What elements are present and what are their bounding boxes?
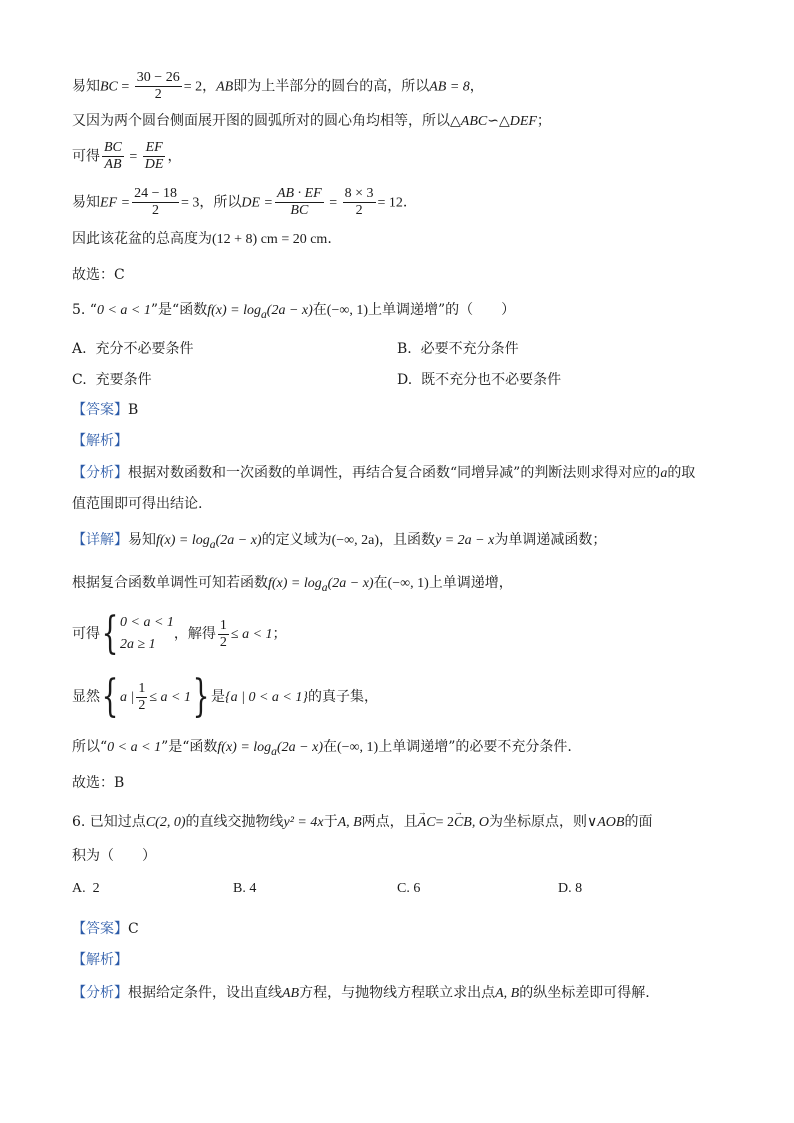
text: 易知 [72,194,100,211]
math: △ABC∽△DEF [450,114,537,129]
fraction [275,186,324,219]
fraction [143,140,166,173]
tag: 【详解】 [72,532,128,548]
text: 上单调递增”的（ ） [368,302,516,318]
text: 是 [211,689,225,705]
option-d [397,370,561,390]
option-text: 2 [92,881,100,896]
math: f(x) = log [156,533,210,548]
fraction [218,618,229,651]
option-b [397,339,519,359]
text: 为坐标原点，则∨ [488,814,598,830]
math: (−∞, 2a) [331,533,380,548]
option-label: D. [397,372,413,388]
question-6 [72,812,652,833]
subscript: a [260,307,267,321]
answer-q5 [72,400,138,420]
solution-line-ef-de: 易知EF = $\frac{24 - 18}{2}$ = 3，所以DE = $\frac{AB \cdot EF}{BC}$ = $\frac{8 \times 3}{2}$ = 12. [72,186,408,218]
text: 的定义域为 [261,532,332,548]
numerator: 8 × 3 [344,186,374,201]
text: 上单调递增”的必要不充分条件. [378,739,572,755]
math: 0 < a < 1 [107,740,162,755]
text: . [327,231,332,247]
text: 可得 [72,148,100,165]
text: 在 [312,302,327,318]
inequality: 0 < a < 1 [120,615,174,630]
math: (2a − x) [266,303,313,318]
text: 因此该花盆的总高度为 [72,231,212,247]
detail-q5-line2 [72,573,513,598]
numerator: 1 [219,617,227,633]
option-text: 6 [413,881,421,896]
option-d [558,879,582,899]
option-c [397,879,420,899]
tag: 【答案】 [72,402,128,418]
solution-line-ratio: 可得 $\frac{BC}{AB}$ = $\frac{EF}{DE}$ ， [72,140,182,172]
answer-choice-q5: 故选：B [72,775,125,791]
numerator: 1 [138,680,146,696]
solution-line-total-height [72,229,332,250]
left-brace-icon: { [101,608,119,659]
question-6-cont: 积为（ ） [72,848,156,864]
math: a [660,466,668,481]
option-label: D. [558,881,572,896]
text: 显然 [72,689,100,705]
option-label: A. [72,341,87,357]
text: 两点，且 [361,814,418,830]
text: ”是“函数 [161,739,218,755]
text: 于 [323,814,338,830]
text: ， [469,78,484,95]
math: = 3 [180,195,200,211]
text: 5. “ [72,302,97,318]
math: (−∞, 1) [326,303,368,318]
analysis-header-q6 [72,950,128,970]
math: y² = 4x [283,815,324,830]
tag: 【解析】 [72,952,128,968]
math: a | [120,690,135,705]
math: f(x) = log [217,740,272,755]
numerator: 24 − 18 [134,186,177,201]
option-label: A. [72,881,86,896]
tag: 【答案】 [72,921,128,937]
analysis-q5-line2: 值范围即可得出结论. [72,496,203,512]
numerator: BC [104,140,122,155]
analysis-q5-line1 [72,463,695,484]
denominator: AB [104,157,122,172]
text: 根据对数函数和一次函数的单调性，再结合复合函数“同增异减”的判断法则求得对应的 [128,465,661,481]
text: ； [272,626,287,642]
math: EF = [100,195,131,211]
math: 0 < a < 1 [96,303,151,318]
fraction [132,186,179,219]
subscript: a [209,537,216,551]
math: (−∞, 1) [337,740,379,755]
math: (2a − x) [327,576,374,591]
text: ，所以 [199,194,242,211]
option-a [72,879,100,899]
analysis-q6 [72,983,650,1004]
tag: 【分析】 [72,465,128,481]
option-text: 既不充分也不必要条件 [421,372,562,388]
text: 所以“ [72,739,108,755]
option-text: 4 [249,881,257,896]
text: ，且函数 [379,532,436,548]
text: 易知 [128,532,156,548]
inequality-system [120,612,174,656]
math: = 12 [377,195,403,211]
vector-ac: → AC [418,813,436,833]
text: 的纵坐标差即可得解. [519,985,650,1001]
option-text: 充要条件 [95,372,152,388]
subscript: a [321,580,328,594]
math: y = 2a − x [435,533,495,548]
option-c [72,370,152,390]
text: C [128,921,139,937]
text: 在 [373,575,388,591]
detail-q5-line5 [72,737,572,762]
option-label: C. [72,372,87,388]
denominator: 2 [152,203,160,218]
left-brace-icon: { [101,671,119,722]
denominator: DE [144,157,164,172]
denominator: 2 [219,634,227,650]
fraction [102,140,124,173]
math: , O [471,815,489,830]
math: = 2 [435,815,454,830]
text: 根据给定条件，设出直线 [128,985,282,1001]
text: ”是“函数 [150,302,208,318]
math: f(x) = log [268,576,322,591]
math: = 2 [183,79,203,95]
text: 在 [323,739,337,755]
math-ab: AB [216,79,234,95]
text: . [402,194,408,211]
vector-cb: → CB [454,813,472,833]
math: f(x) = log [207,303,261,318]
math: ≤ a < 1 [149,690,191,705]
math: AB = 8 [429,79,470,95]
text: 上单调递增， [428,575,513,591]
question-5 [72,300,515,325]
text: 即为上半部分的圆台的高，所以 [233,78,430,95]
right-brace-icon: } [192,671,210,722]
text: 又因为两个圆台侧面展开图的圆弧所对的圆心角均相等，所以 [72,113,450,129]
analysis-header-q5 [72,431,128,451]
option-text: 8 [575,881,583,896]
text: 根据复合函数单调性可知若函数 [72,575,268,591]
detail-q5-line4 [72,671,378,722]
text: ； [536,113,551,129]
text: 的真子集， [307,689,378,705]
text: 6. 已知过点 [72,814,146,830]
inequality: 2a ≥ 1 [120,637,156,652]
math-bc: BC [100,79,118,95]
fraction [136,681,147,714]
subscript: a [271,744,277,758]
text: ， [167,148,182,165]
text: ，解得 [173,626,216,642]
answer-q6 [72,919,139,939]
detail-q5-line1 [72,530,606,555]
option-label: C. [397,881,410,896]
numerator: EF [143,140,166,157]
text: B [128,402,139,418]
text: 的直线交抛物线 [185,814,284,830]
math: (2a − x) [277,740,323,755]
text: 为单调递减函数； [494,532,607,548]
denominator: 2 [138,697,146,713]
denominator: BC [290,203,309,218]
option-text: 充分不必要条件 [95,341,194,357]
tag: 【解析】 [72,433,128,449]
answer-choice-q4: 故选：C [72,267,125,283]
text: 的取 [667,465,696,481]
option-a [72,339,193,359]
math: AOB [597,815,625,830]
text: 可得 [72,626,100,642]
option-text: 必要不充分条件 [420,341,519,357]
fraction [343,186,376,219]
math: (−∞, 1) [387,576,429,591]
math: ≤ a < 1 [230,627,273,642]
numerator: AB · EF [276,186,322,201]
text: 易知 [72,78,100,95]
text: 方程，与抛物线方程联立求出点 [299,985,496,1001]
fraction [135,70,182,103]
math: DE = [241,195,273,211]
option-b [233,879,256,899]
text: 的面 [624,814,653,830]
numerator: 30 − 26 [136,70,180,85]
denominator: 2 [154,87,162,102]
math: C(2, 0) [145,815,186,830]
math: AB [282,986,300,1001]
math: A, B [337,815,362,830]
text: ， [202,78,217,95]
math: (12 + 8) cm = 20 cm [212,232,328,247]
solution-line-bc: 易知BC = $\frac{30 - 26}{2}$ = 2，AB即为上半部分的圆台的高，所以AB = 8， [72,70,484,102]
solution-line-similar [72,111,551,132]
detail-q5-line3 [72,608,287,659]
math: (2a − x) [215,533,262,548]
option-label: B. [397,341,412,357]
option-label: B. [233,881,246,896]
math: {a | 0 < a < 1} [225,690,308,705]
tag: 【分析】 [72,985,128,1001]
math: A, B [495,986,520,1001]
denominator: 2 [355,203,363,218]
